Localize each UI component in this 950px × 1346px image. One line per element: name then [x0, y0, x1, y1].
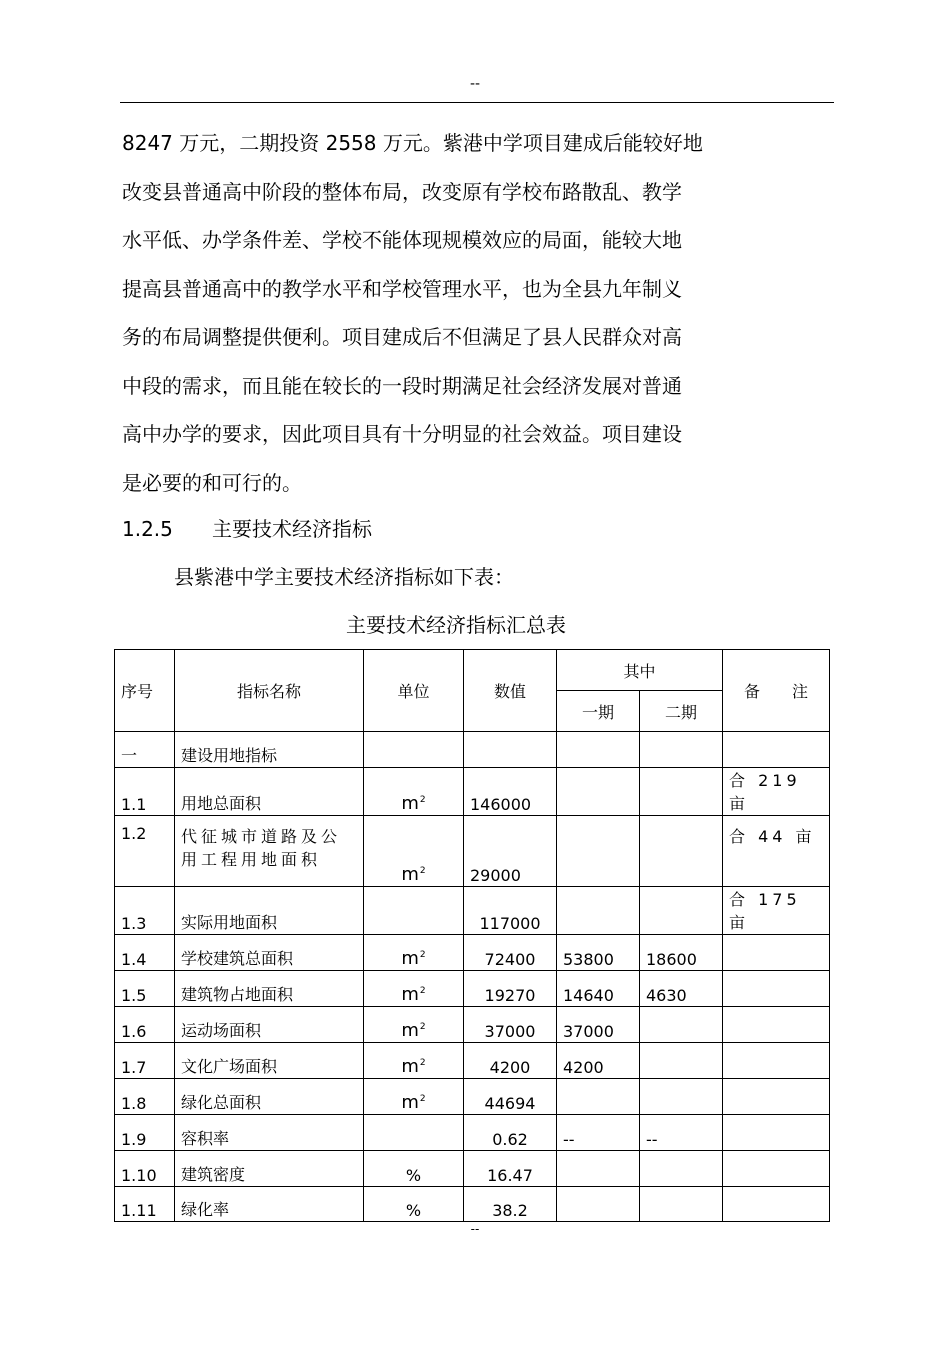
header-of-which: 其中 [557, 650, 723, 691]
cell-seq: 1.5 [115, 971, 175, 1007]
unit-exponent: 2 [419, 795, 426, 805]
cell-name: 运动场面积 [175, 1007, 364, 1043]
cell-remark [723, 1007, 830, 1043]
cell-value: 16.47 [464, 1151, 557, 1187]
unit-m: m [401, 948, 419, 969]
table-row [115, 1187, 830, 1222]
cell-phase1: 37000 [557, 1007, 640, 1043]
cell-phase1 [557, 768, 640, 816]
cell-seq: 1.9 [115, 1115, 175, 1151]
cell-phase1: 53800 [557, 935, 640, 971]
table-body [115, 732, 830, 1222]
cell-seq: 1.2 [115, 816, 175, 887]
header-value: 数值 [464, 650, 557, 732]
cell-phase1 [557, 1151, 640, 1187]
paragraph-line: 8247 万元，二期投资 2558 万元。紫港中学项目建成后能较好地 [122, 131, 703, 155]
cell-phase2 [640, 1151, 723, 1187]
cell-unit [364, 732, 464, 768]
header-seq: 序号 [115, 650, 175, 732]
cell-name: 绿化总面积 [175, 1079, 364, 1115]
cell-remark [723, 1187, 830, 1222]
cell-phase1 [557, 1079, 640, 1115]
cell-value: 117000 [464, 887, 557, 935]
cell-phase1 [557, 887, 640, 935]
table-row [115, 1043, 830, 1079]
body-paragraph [122, 126, 822, 514]
cell-unit [364, 1115, 464, 1151]
cell-name: 用地总面积 [175, 768, 364, 816]
unit-m: m [401, 1056, 419, 1077]
cell-name: 学校建筑总面积 [175, 935, 364, 971]
cell-seq: 1.6 [115, 1007, 175, 1043]
unit-exponent: 2 [419, 866, 426, 876]
page-footer-mark: -- [470, 1222, 480, 1236]
table-row [115, 768, 830, 816]
cell-remark [723, 1115, 830, 1151]
paragraph-line: 是必要的和可行的。 [122, 470, 302, 495]
cell-remark [723, 1079, 830, 1115]
cell-phase2 [640, 1079, 723, 1115]
cell-value: 146000 [464, 768, 557, 816]
paragraph-line: 提高县普通高中的教学水平和学校管理水平，也为全县九年制义 [122, 276, 682, 301]
paragraph-line: 高中办学的要求，因此项目具有十分明显的社会效益。项目建设 [122, 422, 682, 446]
cell-phase2 [640, 1007, 723, 1043]
cell-remark: 合 44 亩 [723, 816, 830, 887]
cell-name: 文化广场面积 [175, 1043, 364, 1079]
cell-unit [364, 971, 464, 1007]
section-number: 1.2.5 [122, 517, 173, 541]
table-row [115, 1079, 830, 1115]
unit-m: m [401, 1092, 419, 1113]
cell-value [464, 732, 557, 768]
cell-remark [723, 935, 830, 971]
cell-name: 实际用地面积 [175, 887, 364, 935]
unit-m: m [401, 793, 419, 814]
header-unit: 单位 [364, 650, 464, 732]
cell-name: 建筑物占地面积 [175, 971, 364, 1007]
cell-value: 38.2 [464, 1187, 557, 1222]
table-caption: 主要技术经济指标汇总表 [346, 613, 566, 637]
cell-value: 37000 [464, 1007, 557, 1043]
cell-unit [364, 1043, 464, 1079]
header-remark: 备 注 [723, 650, 830, 732]
cell-unit [364, 816, 464, 887]
cell-seq: 1.8 [115, 1079, 175, 1115]
cell-seq: 1.7 [115, 1043, 175, 1079]
cell-phase2 [640, 732, 723, 768]
cell-name: 建筑密度 [175, 1151, 364, 1187]
cell-phase2: 18600 [640, 935, 723, 971]
cell-value: 72400 [464, 935, 557, 971]
header-rule [120, 102, 834, 103]
header-name: 指标名称 [175, 650, 364, 732]
table-row [115, 887, 830, 935]
unit-m: m [401, 1020, 419, 1041]
cell-value: 4200 [464, 1043, 557, 1079]
cell-phase1: 14640 [557, 971, 640, 1007]
cell-phase1 [557, 1187, 640, 1222]
table-row [115, 1115, 830, 1151]
unit-m: m [401, 984, 419, 1005]
unit-m: m [401, 864, 419, 885]
cell-value: 0.62 [464, 1115, 557, 1151]
cell-name: 建设用地指标 [175, 732, 364, 768]
unit-exponent: 2 [419, 1094, 426, 1104]
paragraph-line: 中段的需求，而且能在较长的一段时期满足社会经济发展对普通 [122, 373, 682, 398]
cell-unit [364, 1007, 464, 1043]
cell-remark [723, 732, 830, 768]
cell-name: 绿化率 [175, 1187, 364, 1222]
cell-phase2 [640, 816, 723, 887]
table-row [115, 1007, 830, 1043]
cell-seq: 一 [115, 732, 175, 768]
unit-exponent: 2 [419, 1058, 426, 1068]
cell-seq: 1.10 [115, 1151, 175, 1187]
cell-phase1 [557, 732, 640, 768]
table-intro: 县紫港中学主要技术经济指标如下表： [174, 565, 514, 589]
cell-phase2 [640, 1187, 723, 1222]
header-phase2: 二期 [640, 691, 723, 732]
table-row [115, 732, 830, 768]
cell-phase1: 4200 [557, 1043, 640, 1079]
table-row [115, 816, 830, 887]
section-title: 主要技术经济指标 [212, 517, 372, 541]
cell-name: 容积率 [175, 1115, 364, 1151]
cell-phase2 [640, 1043, 723, 1079]
cell-remark [723, 1151, 830, 1187]
cell-remark [723, 1043, 830, 1079]
unit-exponent: 2 [419, 986, 426, 996]
header-phase1: 一期 [557, 691, 640, 732]
cell-phase2 [640, 887, 723, 935]
cell-unit [364, 887, 464, 935]
cell-unit: % [364, 1151, 464, 1187]
paragraph-line: 改变县普通高中阶段的整体布局，改变原有学校布路散乱、教学 [122, 179, 682, 204]
cell-remark [723, 971, 830, 1007]
cell-seq: 1.11 [115, 1187, 175, 1222]
cell-phase1 [557, 816, 640, 887]
page-header-mark: -- [469, 76, 481, 92]
cell-value: 19270 [464, 971, 557, 1007]
cell-seq: 1.1 [115, 768, 175, 816]
cell-unit [364, 1079, 464, 1115]
unit-exponent: 2 [419, 950, 426, 960]
cell-unit: % [364, 1187, 464, 1222]
cell-unit [364, 935, 464, 971]
cell-phase2: -- [640, 1115, 723, 1151]
section-heading [122, 514, 372, 544]
unit-exponent: 2 [419, 1022, 426, 1032]
cell-value: 29000 [464, 816, 557, 887]
cell-unit [364, 768, 464, 816]
cell-seq: 1.4 [115, 935, 175, 971]
cell-name: 代征城市道路及公用工程用地面积 [175, 816, 364, 887]
table-row [115, 1151, 830, 1187]
paragraph-line: 水平低、办学条件差、学校不能体现规模效应的局面，能较大地 [122, 228, 682, 252]
cell-remark: 合 175 亩 [723, 887, 830, 935]
cell-seq: 1.3 [115, 887, 175, 935]
cell-remark: 合 219 亩 [723, 768, 830, 816]
table-row [115, 935, 830, 971]
cell-phase1: -- [557, 1115, 640, 1151]
cell-phase2: 4630 [640, 971, 723, 1007]
table-row [115, 971, 830, 1007]
cell-phase2 [640, 768, 723, 816]
cell-value: 44694 [464, 1079, 557, 1115]
indicator-table [114, 649, 830, 1222]
paragraph-line: 务的布局调整提供便利。项目建成后不但满足了县人民群众对高 [122, 325, 682, 349]
